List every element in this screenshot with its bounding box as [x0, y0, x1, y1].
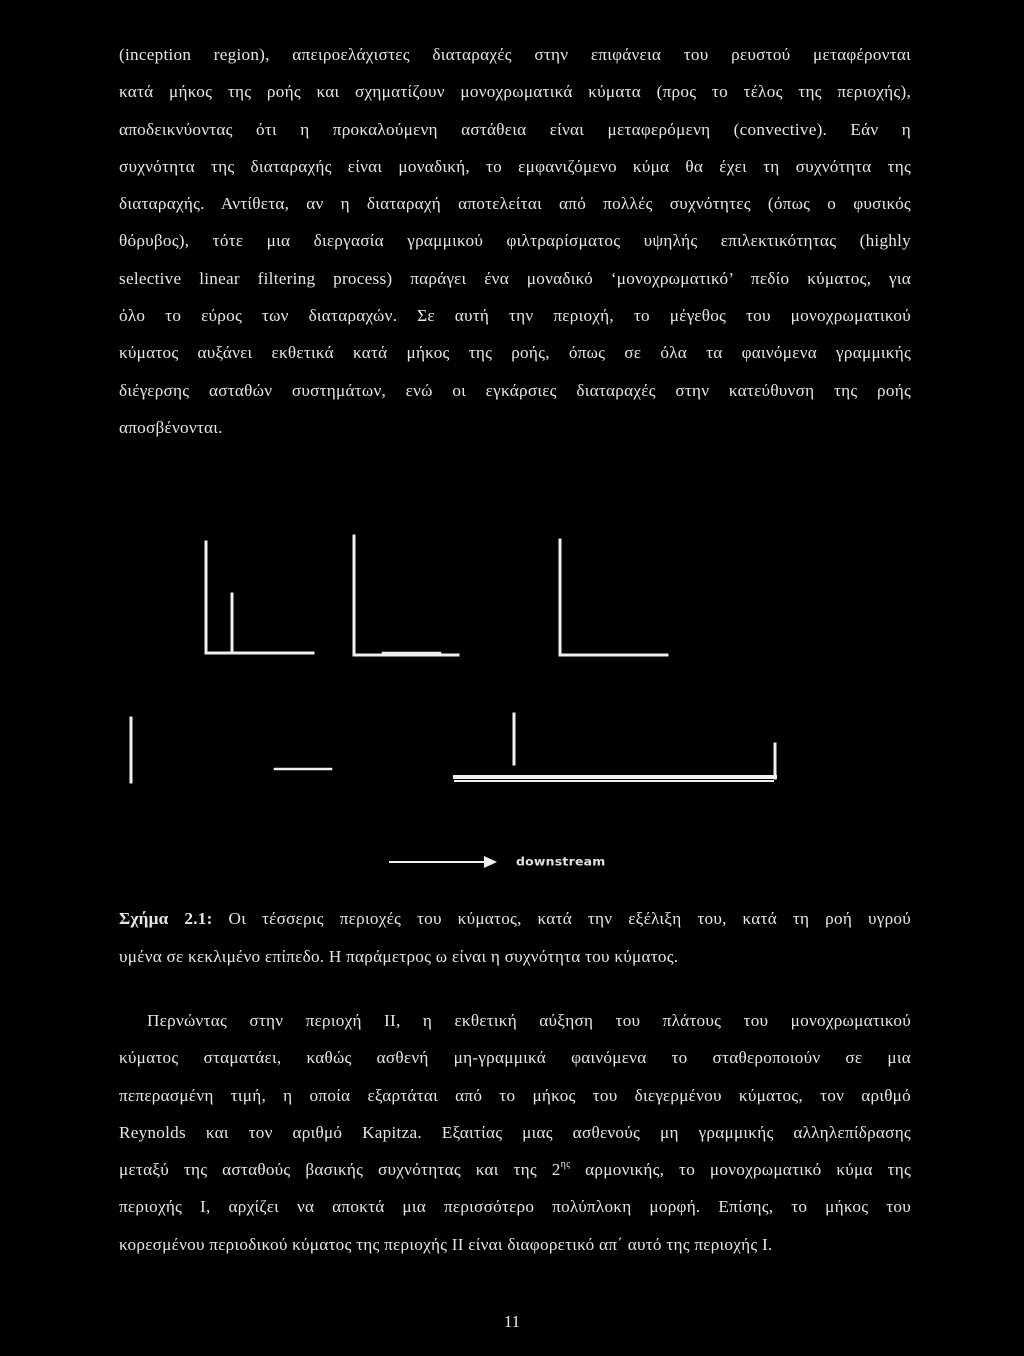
paragraph-2 [119, 1002, 911, 1263]
figure-panel-top-left [206, 542, 313, 653]
caption-line: υμένα σε κεκλιμένο επίπεδο. Η παράμετρος ω είναι η συχνότητα του κύματος. [119, 947, 679, 966]
paragraph-2-line: Περνώντας στην περιοχή ΙΙ, η εκθετική αύξηση του πλάτους του μονοχρωματικού [147, 1011, 911, 1030]
paragraph-2-line: Reynolds και τον αριθμό Kapitza. Εξαιτίας μιας ασθενούς μη γραμμικής αλληλεπίδρασης [119, 1122, 911, 1142]
figure-caption [119, 900, 911, 976]
caption-text: Οι τέσσερις περιοχές του κύματος, κατά την εξέλιξη του, κατά τη ροή υγρού [228, 909, 912, 928]
paragraph-1-line: διαταραχής. Αντίθετα, αν η διαταραχή αποτελείται από πολλές συχνότητες (όπως ο φυσικός [119, 194, 911, 214]
paragraph-1-line: όλο το εύρος των διαταραχών. Σε αυτή την περιοχή, το μέγεθος του μονοχρωματικού [119, 306, 911, 326]
paragraph-1-line: αποσβένονται. [119, 417, 223, 437]
figure-panel-bottom [131, 714, 775, 782]
paragraph-2-line: κορεσμένου περιοδικού κύματος της περιοχής ΙΙ είναι διαφορετικό απ΄ αυτό της περιοχής Ι. [119, 1234, 773, 1254]
line-text-after: αρμονικής, το μονοχρωματικό κύμα της [570, 1160, 912, 1180]
superscript-ordinal: ης [560, 1159, 571, 1171]
paragraph-1-line: διέγερσης ασταθών συστημάτων, ενώ οι εγκάρσιες διαταραχές στην κατεύθυνση της ροής [119, 380, 911, 400]
downstream-label: downstream [516, 854, 606, 869]
paragraph-1-line: (inception region), απειροελάχιστες διαταραχές στην επιφάνεια του ρευστού μεταφέρονται [119, 45, 911, 64]
paragraph-2-line: περιοχής Ι, αρχίζει να αποκτά μια περισσότερο πολύπλοκη μορφή. Επίσης, το μήκος του [119, 1197, 911, 1217]
caption-label: Σχήμα 2.1: [119, 909, 213, 928]
paragraph-1-line: αποδεικνύοντας ότι η προκαλούμενη αστάθεια είναι μεταφερόμενη (convective). Εάν η [119, 119, 911, 139]
paragraph-1-line: κατά μήκος της ροής και σχηματίζουν μονοχρωματικά κύματα (προς το τέλος της περιοχής), [119, 82, 911, 102]
paragraph-2-line: κύματος σταματάει, καθώς ασθενή μη-γραμμικά φαινόμενα το σταθεροποιούν σε μια [119, 1048, 911, 1068]
paragraph-2-line [119, 1151, 911, 1188]
right-arrow-icon [389, 856, 497, 868]
paragraph-1-line: συχνότητα της διαταραχής είναι μοναδική, το εμφανιζόμενο κύμα θα έχει τη συχνότητα της [119, 156, 911, 176]
figure-panel-top-middle [354, 536, 458, 655]
page-number: 11 [503, 1312, 521, 1331]
paragraph-2-line: πεπερασμένη τιμή, η οποία εξαρτάται από το μήκος του διεγερμένου κύματος, τον αριθμό [119, 1085, 911, 1105]
caption-line [119, 900, 911, 938]
paragraph-1-line: κύματος αυξάνει εκθετικά κατά μήκος της ροής, όπως σε όλα τα φαινόμενα γραμμικής [119, 343, 911, 363]
paragraph-1-line: θόρυβος), τότε μια διεργασία γραμμικού φιλτραρίσματος υψηλής επιλεκτικότητας (highly [119, 231, 911, 251]
paragraph-1-line: selective linear filtering process) παράγει ένα μοναδικό ‘μονοχρωματικό’ πεδίο κύματος, για [119, 268, 911, 288]
figure-panel-top-right [560, 540, 667, 655]
line-text-before: μεταξύ της ασταθούς βασικής συχνότητας και της 2 [119, 1160, 561, 1180]
